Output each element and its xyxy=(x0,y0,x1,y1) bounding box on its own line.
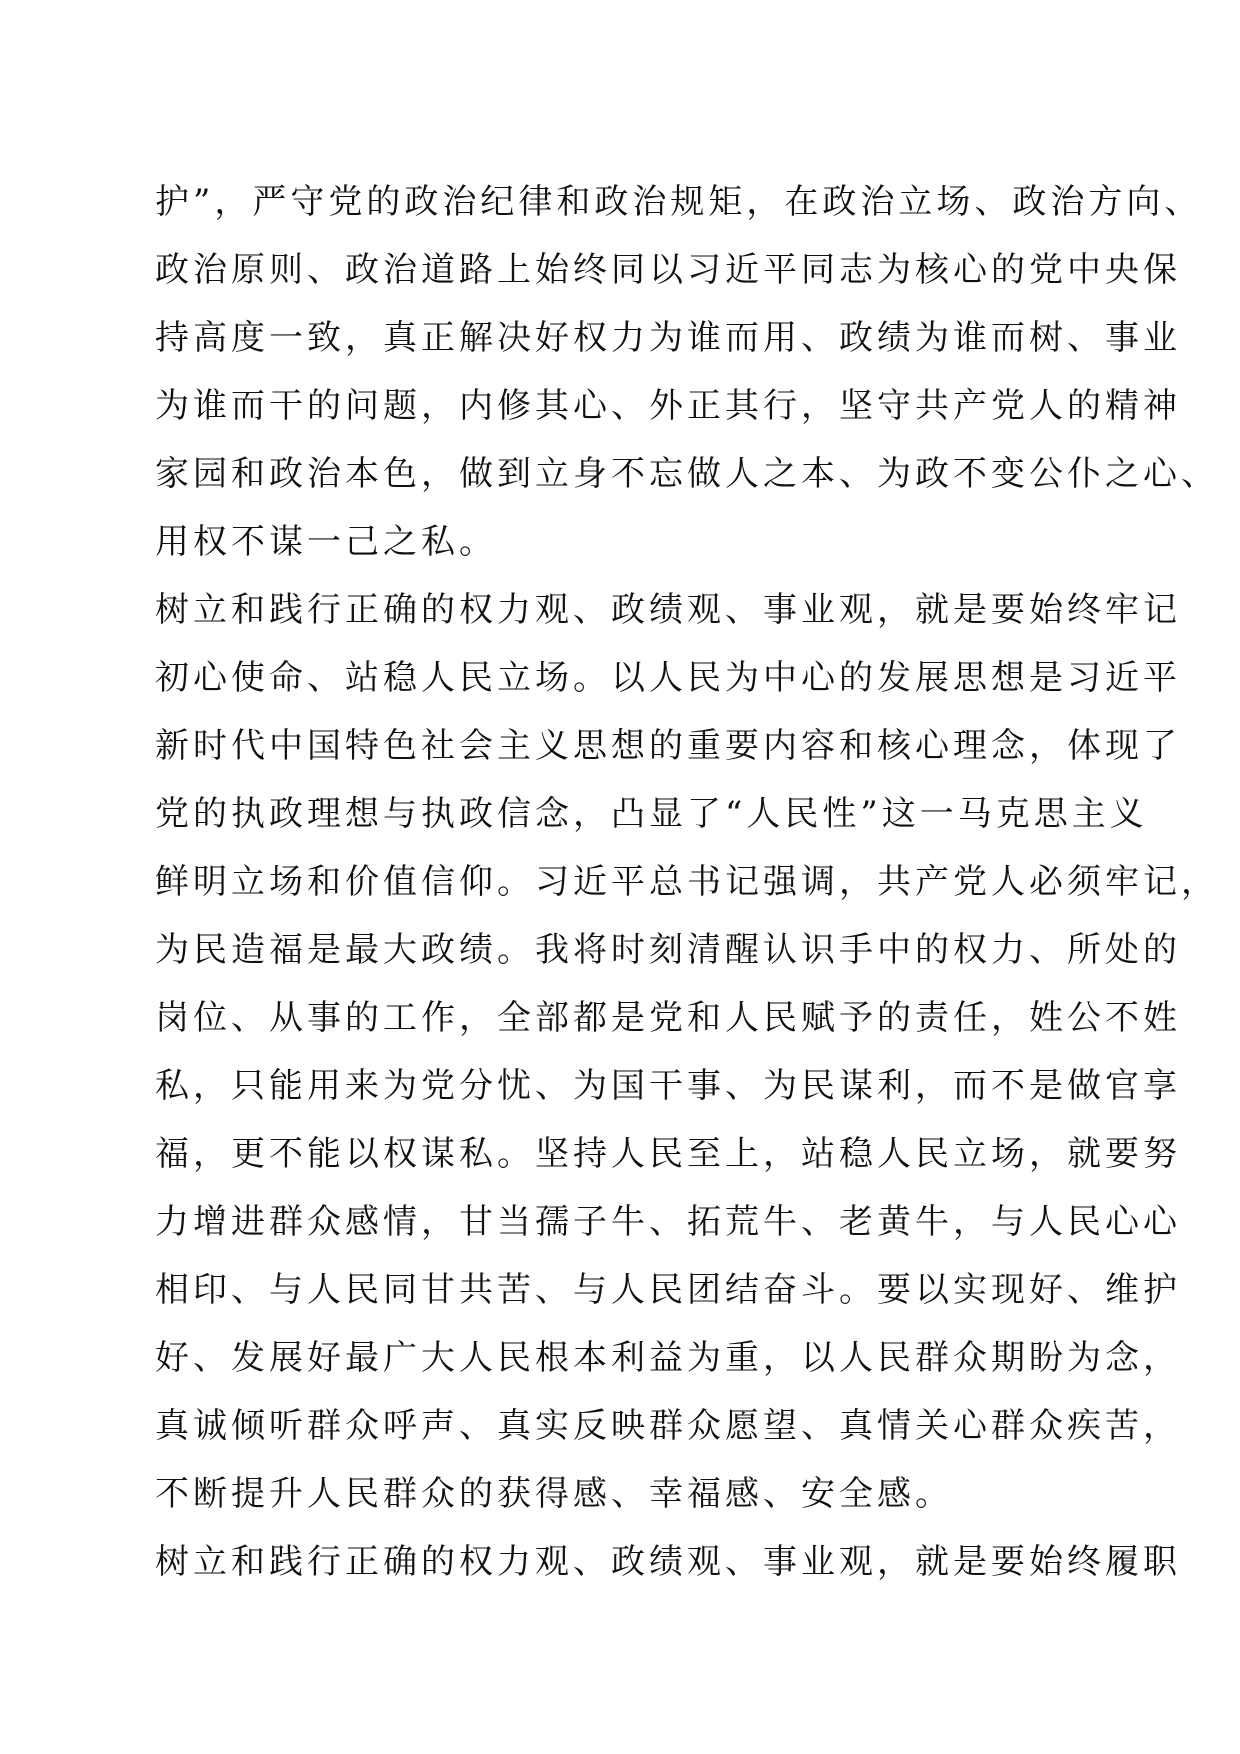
text-line: 为民造福是最大政绩。我将时刻清醒认识手中的权力、所处的 xyxy=(155,930,1181,970)
text-line: 政治原则、政治道路上始终同以习近平同志为核心的党中央保 xyxy=(155,250,1181,290)
text-line: 真诚倾听群众呼声、真实反映群众愿望、真情关心群众疾苦， xyxy=(155,1406,1181,1446)
text-line: 好、发展好最广大人民根本利益为重，以人民群众期盼为念， xyxy=(155,1338,1181,1378)
text-line: 树立和践行正确的权力观、政绩观、事业观，就是要始终牢记 xyxy=(155,590,1181,630)
text-line: 用权不谋一己之私。 xyxy=(155,522,497,562)
text-line: 为谁而干的问题，内修其心、外正其行，坚守共产党人的精神 xyxy=(155,386,1181,426)
text-line: 鲜明立场和价值信仰。习近平总书记强调，共产党人必须牢记， xyxy=(155,862,1219,902)
text-line: 新时代中国特色社会主义思想的重要内容和核心理念，体现了 xyxy=(155,726,1181,766)
text-line: 相印、与人民同甘共苦、与人民团结奋斗。要以实现好、维护 xyxy=(155,1270,1181,1310)
text-line: 树立和践行正确的权力观、政绩观、事业观，就是要始终履职 xyxy=(155,1542,1181,1582)
text-line: 力增进群众感情，甘当孺子牛、拓荒牛、老黄牛，与人民心心 xyxy=(155,1202,1181,1242)
text-line: 党的执政理想与执政信念，凸显了“人民性”这一马克思主义 xyxy=(155,794,1148,834)
text-line: 福，更不能以权谋私。坚持人民至上，站稳人民立场，就要努 xyxy=(155,1134,1181,1174)
text-line: 岗位、从事的工作，全部都是党和人民赋予的责任，姓公不姓 xyxy=(155,998,1181,1038)
text-line: 不断提升人民群众的获得感、幸福感、安全感。 xyxy=(155,1474,953,1514)
text-line: 家园和政治本色，做到立身不忘做人之本、为政不变公仆之心、 xyxy=(155,454,1219,494)
text-line: 私，只能用来为党分忧、为国干事、为民谋利，而不是做官享 xyxy=(155,1066,1181,1106)
text-line: 初心使命、站稳人民立场。以人民为中心的发展思想是习近平 xyxy=(155,658,1181,698)
text-line: 持高度一致，真正解决好权力为谁而用、政绩为谁而树、事业 xyxy=(155,318,1181,358)
text-line: 护”，严守党的政治纪律和政治规矩，在政治立场、政治方向、 xyxy=(155,182,1203,222)
